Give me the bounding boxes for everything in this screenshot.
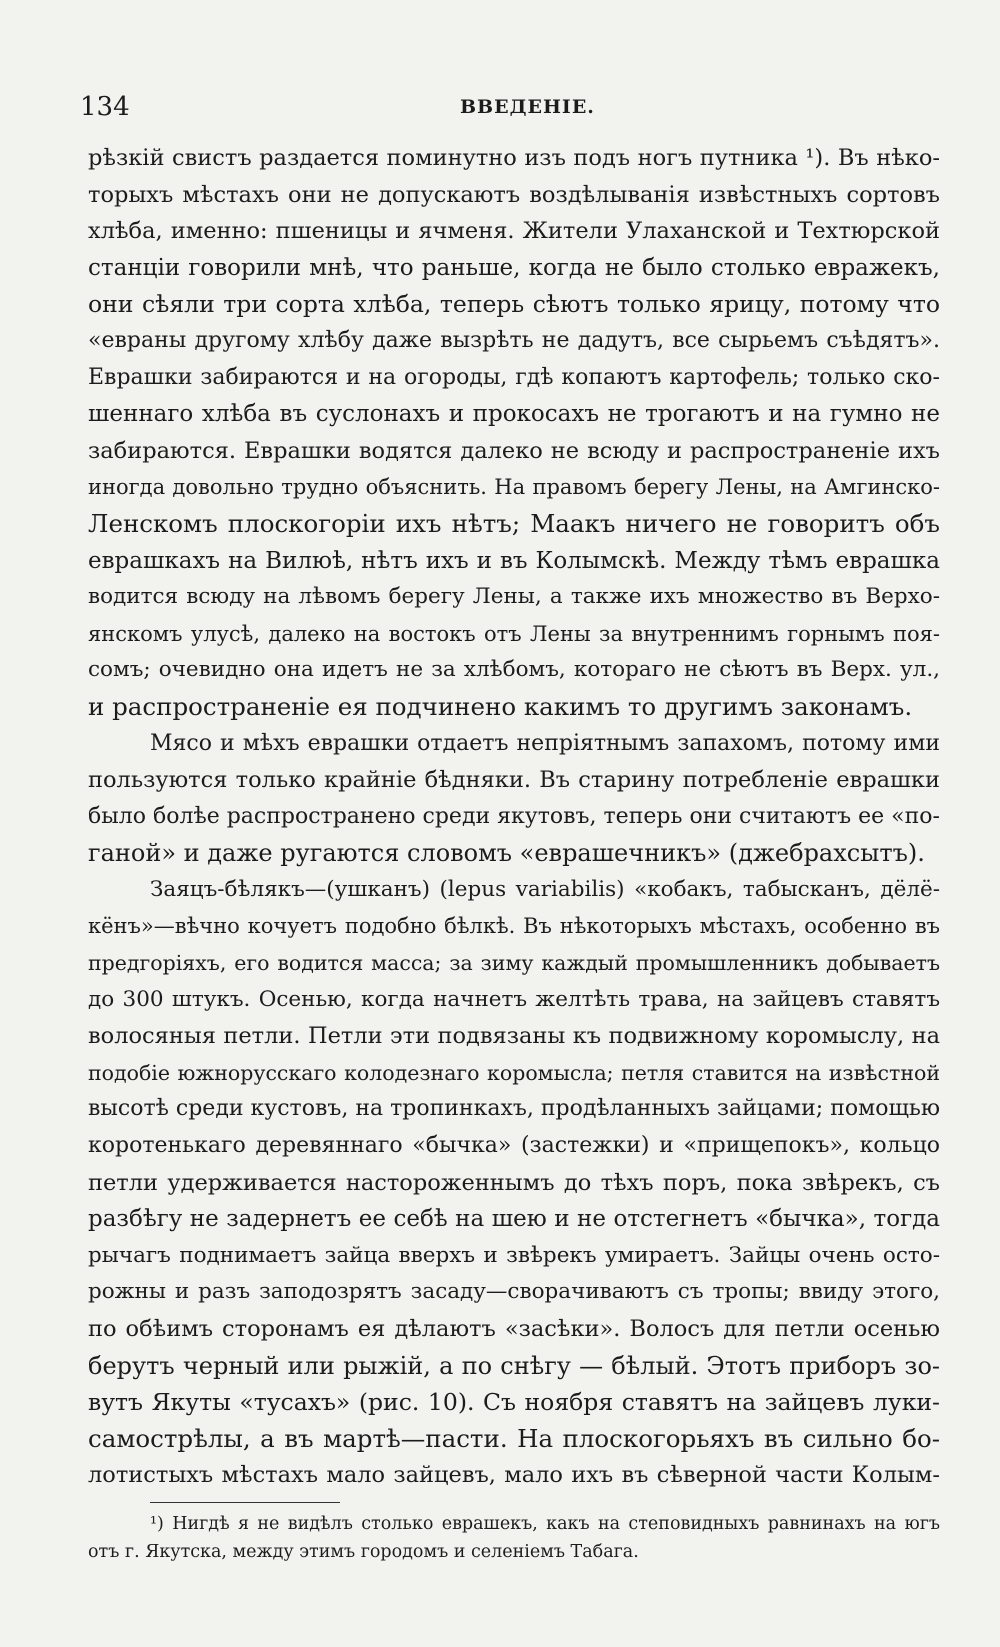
text-line: Заяцъ-бѣлякъ—(ушканъ) (lepus variabilis) «кобакъ, табысканъ, дёлё- <box>150 876 940 902</box>
footnote-line: ¹) Нигдѣ я не видѣлъ столько еврашекъ, какъ на степовидныхъ равнинахъ на югъ <box>150 1514 940 1534</box>
text-line: «евраны другому хлѣбу даже вызрѣть не дадутъ, все сырьемъ съѣдятъ». <box>88 327 940 353</box>
text-line: еврашкахъ на Вилюѣ, нѣтъ ихъ и въ Колымскѣ. Между тѣмъ еврашка <box>88 547 940 574</box>
text-line: пользуются только крайніе бѣдняки. Въ старину потребленіе еврашки <box>88 767 940 794</box>
page-header <box>80 92 940 132</box>
text-line: кёнъ»—вѣчно кочуетъ подобно бѣлкѣ. Въ нѣкоторыхъ мѣстахъ, особенно въ <box>88 914 940 939</box>
text-line: сомъ; очевидно она идетъ не за хлѣбомъ, котораго не сѣютъ въ Верх. ул., <box>88 657 940 683</box>
text-line: хлѣба, именно: пшеницы и ячменя. Жители Улаханской и Техтюрской <box>88 218 940 245</box>
text-line: рожны и разъ заподозрятъ засаду—сворачиваютъ съ тропы; ввиду этого, <box>88 1279 940 1305</box>
text-line: петли удерживается настороженнымъ до тѣхъ поръ, пока звѣрекъ, съ <box>88 1169 940 1196</box>
text-line: рычагъ поднимаетъ зайца вверхъ и звѣрекъ умираетъ. Зайцы очень осто- <box>88 1242 940 1268</box>
text-line: иногда довольно трудно объяснить. На правомъ берегу Лены, на Амгинско- <box>88 475 940 500</box>
text-line: предгоріяхъ, его водится масса; за зиму каждый промышленникъ добываетъ <box>88 951 940 976</box>
text-line: до 300 штукъ. Осенью, когда начнетъ желтѣть трава, на зайцевъ ставятъ <box>88 986 940 1012</box>
text-line: Мясо и мѣхъ еврашки отдаетъ непріятнымъ запахомъ, потому ими <box>150 730 940 756</box>
text-line: они сѣяли три сорта хлѣба, теперь сѣютъ только ярицу, потому что <box>88 290 940 319</box>
text-line: забираются. Еврашки водятся далеко не всюду и распространеніе ихъ <box>88 437 940 464</box>
text-line: по обѣимъ сторонамъ ея дѣлаютъ «засѣки». Волосъ для петли осенью <box>88 1316 940 1342</box>
text-line: шеннаго хлѣба въ суслонахъ и прокосахъ не трогаютъ и на гумно не <box>88 401 940 428</box>
text-line: волосяныя петли. Петли эти подвязаны къ подвижному коромыслу, на <box>88 1023 940 1050</box>
text-line: рѣзкій свистъ раздается поминутно изъ подъ ногъ путника ¹). Въ нѣко- <box>88 145 940 171</box>
text-line: было болѣе распространено среди якутовъ, теперь они считаютъ ее «по- <box>88 803 940 829</box>
text-line: вутъ Якуты «тусахъ» (рис. 10). Съ ноября ставятъ на зайцевъ луки- <box>88 1388 940 1417</box>
footnote-divider <box>150 1502 340 1503</box>
text-line: янскомъ улусѣ, далеко на востокъ отъ Лены за внутреннимъ горнымъ поя- <box>88 621 940 646</box>
footnote <box>88 1510 940 1566</box>
footnote-line: отъ г. Якутска, между этимъ городомъ и селеніемъ Табага. <box>88 1542 639 1562</box>
text-line: высотѣ среди кустовъ, на тропинкахъ, продѣланныхъ зайцами; помощью <box>88 1096 941 1122</box>
text-line: Еврашки забираются и на огороды, гдѣ копаютъ картофель; только ско- <box>88 364 940 390</box>
text-line: самострѣлы, а въ мартѣ—пасти. На плоскогорьяхъ въ сильно бо- <box>88 1423 940 1453</box>
text-line: берутъ черный или рыжій, а по снѣгу — бѣлый. Этотъ приборъ зо- <box>88 1351 940 1380</box>
text-line: коротенькаго деревяннаго «бычка» (застежки) и «прищепокъ», кольцо <box>88 1133 940 1159</box>
text-line: разбѣгу не задернетъ ее себѣ на шею и не отстегнетъ «бычка», тогда <box>88 1206 940 1233</box>
text-line: Ленскомъ плоскогоріи ихъ нѣтъ; Маакъ ничего не говоритъ объ <box>88 508 940 538</box>
text-line: станціи говорили мнѣ, что раньше, когда не было столько евражекъ, <box>88 254 940 281</box>
page-number: 134 <box>80 92 130 122</box>
text-line: и распространеніе ея подчинено какимъ то другимъ законамъ. <box>88 691 913 721</box>
body-text <box>88 140 940 1494</box>
text-line: торыхъ мѣстахъ они не допускаютъ воздѣлыванія извѣстныхъ сортовъ <box>88 181 940 208</box>
text-line: подобіе южнорусскаго колодезнаго коромысла; петля ставится на извѣстной <box>88 1060 940 1085</box>
text-line: ганой» и даже ругаются словомъ «еврашечникъ» (джебрахсытъ). <box>88 839 925 868</box>
running-title: ВВЕДЕНІЕ. <box>460 96 595 118</box>
text-line: лотистыхъ мѣстахъ мало зайцевъ, мало ихъ въ сѣверной части Колым- <box>88 1462 940 1489</box>
text-line: водится всюду на лѣвомъ берегу Лены, а также ихъ множество въ Верхо- <box>88 584 940 610</box>
